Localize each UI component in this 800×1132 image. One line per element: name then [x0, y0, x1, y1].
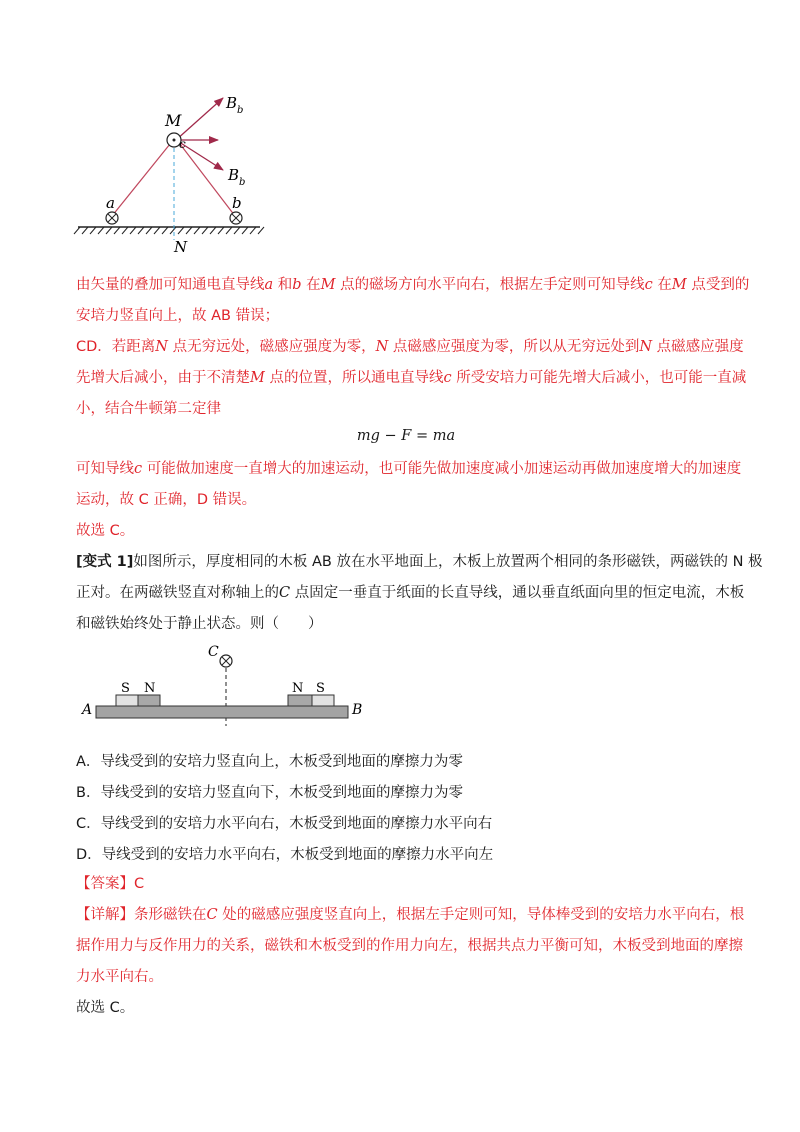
wire-a-symbol [106, 212, 118, 224]
label-A: A [82, 702, 93, 718]
question-line-2: 正对。在两磁铁竖直对称轴上的C 点固定一垂直于纸面的长直导线，通以垂直纸面向里的恒定电流，木板 [76, 585, 745, 601]
solution-choose: 故选 C。 [76, 523, 135, 539]
detail-line-2: 据作用力与反作用力的关系，磁铁和木板受到的作用力向左，根据共点力平衡可知，木板受到地面的摩擦 [76, 938, 743, 954]
formula: mg − F = ma [356, 428, 456, 444]
option-c: C．导线受到的安培力水平向右，木板受到地面的摩擦力水平向右 [76, 816, 493, 832]
solution-line-2: 安培力竖直向上，故 AB 错误； [76, 308, 280, 324]
magnet-left-S [116, 695, 138, 706]
label-C: C [208, 644, 219, 660]
wire-b-symbol [230, 212, 242, 224]
figure-magnetic-field-vectors [70, 92, 300, 262]
answer: 【答案】C [76, 876, 145, 892]
label-Bb-top: $B_b$ [226, 94, 244, 116]
detail-line-1: 【详解】条形磁铁在C 处的磁感应强度竖直向上，根据左手定则可知，导体棒受到的安培力水平向右，根 [76, 907, 745, 923]
label-b: b [232, 194, 242, 212]
label-M: M [165, 111, 182, 130]
figure-magnets-on-board [76, 642, 376, 732]
question-line-1: [变式 1]如图所示，厚度相同的木板 AB 放在水平地面上，木板上放置两个相同的条形磁铁，两磁铁的 N 极 [76, 554, 763, 570]
wire-C-symbol [220, 655, 232, 667]
label-N: N [174, 238, 188, 256]
option-a: A．导线受到的安培力竖直向上，木板受到地面的摩擦力为零 [76, 754, 463, 770]
label-Bb-bottom: $B_b$ [228, 166, 246, 188]
label-a: a [106, 194, 115, 212]
label-c: c [179, 137, 186, 151]
solution-line-4: 先增大后减小，由于不清楚M 点的位置，所以通电直导线c 所受安培力可能先增大后减小，也可能一直减 [76, 370, 747, 386]
detail-choose: 故选 C。 [76, 1000, 135, 1016]
label-S-right: S [316, 681, 325, 696]
solution-line-3: CD．若距离N 点无穷远处，磁感应强度为零，N 点磁感应强度为零，所以从无穷远处到N 点磁感应强度 [76, 339, 744, 355]
line-a-to-M [112, 144, 170, 216]
solution-line-6: 可知导线c 可能做加速度一直增大的加速运动，也可能先做加速度减小加速运动再做加速度增大的加速度 [76, 461, 742, 477]
ground-hatching [74, 227, 264, 234]
solution-line-5: 小，结合牛顿第二定律 [76, 401, 221, 417]
label-S-left: S [121, 681, 130, 696]
magnet-left-N [138, 695, 160, 706]
question-line-3: 和磁铁始终处于静止状态。则（ ） [76, 616, 323, 632]
board-AB [96, 706, 348, 718]
label-N-right: N [292, 681, 304, 696]
magnet-right-N [288, 695, 312, 706]
magnet-right-S [312, 695, 334, 706]
solution-line-7: 运动，故 C 正确，D 错误。 [76, 492, 257, 508]
label-B: B [352, 702, 363, 718]
label-N-left: N [144, 681, 156, 696]
option-b: B．导线受到的安培力竖直向下，木板受到地面的摩擦力为零 [76, 785, 463, 801]
option-d: D．导线受到的安培力水平向右，木板受到地面的摩擦力水平向左 [76, 847, 494, 863]
vector-Bb-top [176, 98, 223, 140]
detail-line-3: 力水平向右。 [76, 969, 163, 985]
line-b-to-M [180, 144, 235, 216]
solution-line-1: 由矢量的叠加可知通电直导线a 和b 在M 点的磁场方向水平向右，根据左手定则可知导线c 在M 点受到的 [76, 277, 750, 293]
